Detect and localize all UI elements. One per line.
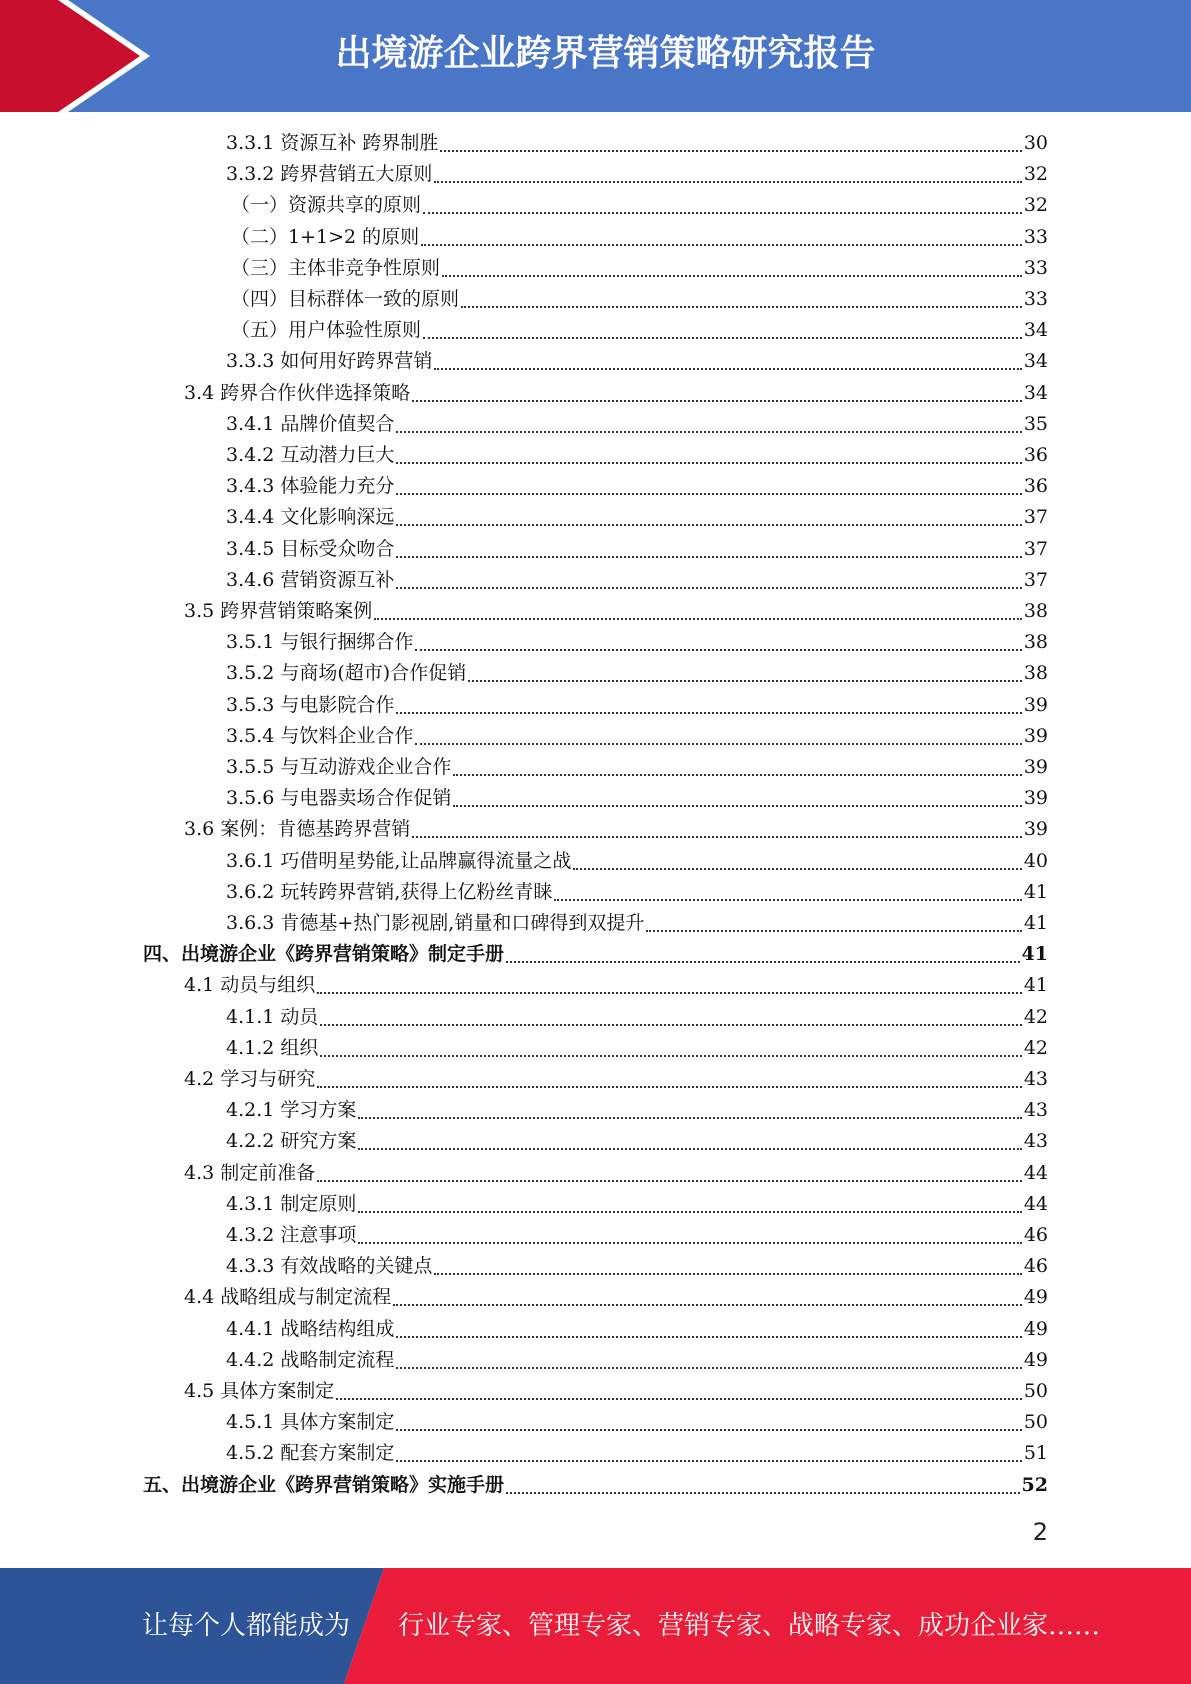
toc-entry[interactable] [184, 1376, 1048, 1407]
toc-entry[interactable] [226, 159, 1048, 190]
toc-entry[interactable] [226, 1033, 1048, 1064]
toc-dot-leader [396, 1336, 1021, 1338]
toc-dot-leader [396, 1460, 1021, 1462]
toc-entry-page: 42 [1023, 1005, 1048, 1028]
toc-dot-leader [434, 1273, 1021, 1275]
toc-dot-leader [440, 150, 1021, 152]
footer-slogan-left: 让每个人都能成为 [142, 1611, 351, 1641]
toc-entry-page: 38 [1023, 600, 1048, 622]
toc-entry-label: 3.4.4 文化影响深远 [226, 506, 395, 529]
toc-dot-leader [453, 774, 1021, 776]
toc-entry-label: 4.4 战略组成与制定流程 [184, 1286, 392, 1309]
toc-dot-leader [320, 1055, 1021, 1057]
toc-entry-page: 34 [1023, 381, 1048, 404]
toc-entry-page: 37 [1023, 537, 1048, 560]
toc-entry-page: 41 [1023, 880, 1048, 903]
toc-entry[interactable] [226, 1189, 1048, 1220]
toc-entry-label: 3.5.1 与银行捆绑合作 [226, 631, 414, 654]
page-footer [0, 1568, 1191, 1684]
toc-entry-page: 41 [1021, 943, 1048, 966]
toc-dot-leader [358, 1148, 1021, 1150]
toc-entry[interactable] [226, 1251, 1048, 1282]
toc-dot-leader [554, 899, 1021, 901]
toc-entry[interactable] [184, 970, 1048, 1001]
toc-dot-leader [336, 1398, 1022, 1400]
toc-dot-leader [468, 680, 1022, 682]
toc-entry-page: 44 [1023, 1161, 1048, 1184]
toc-dot-leader [646, 930, 1021, 932]
toc-dot-leader [317, 992, 1022, 994]
toc-dot-leader [415, 649, 1021, 651]
toc-entry-page: 43 [1023, 1099, 1048, 1122]
toc-entry-page: 39 [1023, 693, 1048, 716]
toc-entry[interactable] [226, 409, 1048, 440]
toc-entry-label: 4.1.2 组织 [226, 1036, 319, 1059]
toc-entry-label: 3.5.5 与互动游戏企业合作 [226, 756, 452, 778]
toc-entry[interactable] [226, 1407, 1048, 1438]
toc-entry-page: 41 [1023, 974, 1048, 997]
toc-entry[interactable] [184, 1064, 1048, 1095]
toc-entry-label: 3.4 跨界合作伙伴选择策略 [184, 381, 411, 404]
toc-entry[interactable] [226, 502, 1048, 533]
toc-entry-page: 42 [1023, 1036, 1048, 1059]
toc-dot-leader [442, 275, 1022, 277]
toc-dot-leader [317, 1086, 1022, 1088]
toc-entry-page: 34 [1023, 319, 1048, 342]
toc-entry-page: 37 [1023, 506, 1048, 529]
toc-entry-label: 3.3.2 跨界营销五大原则 [226, 163, 433, 186]
toc-dot-leader [396, 1367, 1021, 1369]
toc-entry-label: （四）目标群体一致的原则 [231, 288, 460, 310]
toc-entry-label: 4.3.2 注意事项 [226, 1224, 357, 1246]
toc-entry-label: （三）主体非竞争性原则 [231, 256, 441, 279]
toc-entry-page: 50 [1023, 1380, 1048, 1402]
toc-entry-label: 3.3.1 资源互补 跨界制胜 [226, 132, 439, 154]
toc-entry[interactable] [226, 346, 1048, 377]
toc-entry[interactable] [226, 471, 1048, 502]
toc-entry[interactable] [226, 721, 1048, 752]
toc-entry-label: 4.1.1 动员 [226, 1005, 319, 1028]
toc-entry-page: 33 [1023, 225, 1048, 248]
toc-entry[interactable] [226, 846, 1048, 877]
toc-entry-label: 五、出境游企业《跨界营销策略》实施手册 [143, 1473, 505, 1496]
toc-entry-label: 3.5.4 与饮料企业合作 [226, 724, 414, 747]
toc-entry-page: 39 [1023, 787, 1048, 810]
toc-entry[interactable] [226, 627, 1048, 658]
toc-entry-label: 4.3.3 有效战略的关键点 [226, 1255, 433, 1278]
toc-entry-label: 4.5 具体方案制定 [184, 1380, 335, 1402]
toc-dot-leader [453, 805, 1021, 807]
toc-entry-page: 39 [1023, 818, 1048, 841]
toc-dot-leader [506, 1492, 1020, 1494]
toc-entry-label: 3.5 跨界营销策略案例 [184, 600, 373, 622]
toc-entry[interactable] [226, 690, 1048, 721]
toc-entry-label: 4.5.1 具体方案制定 [226, 1411, 395, 1434]
toc-entry-label: （二）1+1>2 的原则 [231, 225, 420, 248]
page-header [0, 0, 1191, 112]
toc-entry[interactable] [143, 939, 1048, 970]
toc-entry[interactable] [184, 1158, 1048, 1189]
toc-entry-label: 4.2.1 学习方案 [226, 1099, 357, 1122]
toc-dot-leader [396, 431, 1021, 433]
toc-entry[interactable] [231, 253, 1048, 284]
toc-entry-label: 3.3.3 如何用好跨界营销 [226, 350, 433, 373]
toc-entry[interactable] [226, 1438, 1048, 1469]
toc-entry[interactable] [184, 596, 1048, 627]
toc-dot-leader [423, 212, 1022, 214]
toc-entry[interactable] [231, 315, 1048, 346]
toc-entry-label: 4.2.2 研究方案 [226, 1130, 357, 1153]
toc-entry[interactable] [184, 814, 1048, 845]
toc-entry-label: 3.4.6 营销资源互补 [226, 568, 395, 591]
toc-entry-page: 37 [1023, 568, 1048, 591]
toc-entry-page: 52 [1021, 1473, 1048, 1496]
toc-entry[interactable] [226, 908, 1048, 939]
toc-dot-leader [396, 1429, 1021, 1431]
toc-dot-leader [374, 618, 1022, 620]
toc-entry[interactable] [226, 1314, 1048, 1345]
toc-entry-page: 32 [1023, 194, 1048, 217]
toc-entry-label: 3.6 案例：肯德基跨界营销 [184, 818, 411, 841]
toc-entry-label: 4.1 动员与组织 [184, 974, 316, 997]
toc-dot-leader [421, 244, 1022, 246]
toc-entry-page: 49 [1023, 1286, 1048, 1309]
toc-dot-leader [358, 1242, 1021, 1244]
toc-entry-page: 33 [1023, 256, 1048, 279]
toc-entry-page: 39 [1023, 724, 1048, 747]
toc-entry-page: 32 [1023, 163, 1048, 186]
toc-entry-page: 49 [1023, 1348, 1048, 1371]
toc-dot-leader [415, 743, 1021, 745]
toc-dot-leader [461, 306, 1022, 308]
toc-entry-page: 46 [1023, 1224, 1048, 1246]
toc-dot-leader [396, 556, 1021, 558]
toc-entry-label: 3.6.1 巧借明星势能,让品牌赢得流量之战 [226, 849, 572, 872]
toc-entry[interactable] [226, 752, 1048, 783]
toc-entry-page: 30 [1023, 132, 1048, 154]
toc-dot-leader [412, 400, 1022, 402]
toc-entry-page: 33 [1023, 288, 1048, 310]
toc-entry-page: 38 [1023, 631, 1048, 654]
toc-dot-leader [358, 1117, 1021, 1119]
toc-entry-label: 3.6.3 肯德基+热门影视剧,销量和口碑得到双提升 [226, 912, 645, 934]
toc-entry-label: 4.4.1 战略结构组成 [226, 1317, 395, 1340]
toc-dot-leader [393, 1304, 1022, 1306]
toc-dot-leader [358, 1211, 1021, 1213]
toc-dot-leader [423, 337, 1022, 339]
toc-entry[interactable] [226, 565, 1048, 596]
toc-dot-leader [396, 462, 1021, 464]
toc-entry-page: 46 [1023, 1255, 1048, 1278]
header-title: 出境游企业跨界营销策略研究报告 [335, 33, 876, 74]
toc-entry-page: 41 [1023, 912, 1048, 934]
toc-dot-leader [396, 712, 1021, 714]
toc-entry[interactable] [184, 378, 1048, 409]
toc-entry-label: 3.6.2 玩转跨界营销,获得上亿粉丝青睐 [226, 880, 553, 903]
toc-entry-label: 四、出境游企业《跨界营销策略》制定手册 [143, 943, 505, 966]
toc-entry-page: 35 [1023, 412, 1048, 435]
toc-entry-page: 43 [1023, 1068, 1048, 1090]
toc-entry[interactable] [226, 1126, 1048, 1157]
toc-entry[interactable] [226, 440, 1048, 471]
toc-entry-page: 34 [1023, 350, 1048, 373]
toc-entry-label: 4.3 制定前准备 [184, 1161, 316, 1184]
toc-dot-leader [320, 1024, 1021, 1026]
toc-entry-label: （一）资源共享的原则 [231, 194, 422, 217]
toc-entry-label: 3.5.2 与商场(超市)合作促销 [226, 662, 467, 685]
toc-entry-label: 3.5.3 与电影院合作 [226, 693, 395, 716]
toc-entry-page: 44 [1023, 1192, 1048, 1215]
toc-entry-label: （五）用户体验性原则 [231, 319, 422, 342]
toc-entry[interactable] [226, 534, 1048, 565]
page-number: 2 [1032, 1518, 1048, 1546]
toc-entry-page: 36 [1023, 475, 1048, 498]
toc-entry-page: 51 [1023, 1442, 1048, 1465]
toc-dot-leader [573, 868, 1021, 870]
toc-dot-leader [506, 961, 1020, 963]
toc-entry-page: 38 [1023, 662, 1048, 685]
toc-entry-page: 43 [1023, 1130, 1048, 1153]
toc-entry-label: 3.4.5 目标受众吻合 [226, 537, 395, 560]
toc-dot-leader [434, 181, 1021, 183]
toc-entry[interactable] [231, 190, 1048, 221]
toc-entry-label: 3.4.1 品牌价值契合 [226, 412, 395, 435]
toc-entry-page: 40 [1023, 849, 1048, 872]
toc-entry[interactable] [226, 1220, 1048, 1251]
toc-dot-leader [317, 1180, 1022, 1182]
toc-entry[interactable] [226, 783, 1048, 814]
toc-entry-label: 4.4.2 战略制定流程 [226, 1348, 395, 1371]
toc-entry-page: 39 [1023, 756, 1048, 778]
toc-entry[interactable] [226, 658, 1048, 689]
toc-entry[interactable] [226, 128, 1048, 159]
toc-entry-page: 49 [1023, 1317, 1048, 1340]
toc-entry[interactable] [184, 1282, 1048, 1313]
toc-entry[interactable] [226, 877, 1048, 908]
toc-entry[interactable] [226, 1002, 1048, 1033]
toc-dot-leader [396, 524, 1021, 526]
toc-entry-label: 3.4.3 体验能力充分 [226, 475, 395, 498]
toc-entry[interactable] [226, 1095, 1048, 1126]
toc-entry[interactable] [226, 1345, 1048, 1376]
toc-entry[interactable] [231, 284, 1048, 315]
toc-dot-leader [434, 368, 1021, 370]
footer-slogan-right: 行业专家、管理专家、营销专家、战略专家、成功企业家…… [398, 1611, 1101, 1641]
toc-entry-label: 4.5.2 配套方案制定 [226, 1442, 395, 1465]
toc-entry-label: 4.3.1 制定原则 [226, 1192, 357, 1215]
toc-entry[interactable] [143, 1470, 1048, 1501]
toc-entry-label: 4.2 学习与研究 [184, 1068, 316, 1090]
toc-dot-leader [396, 587, 1021, 589]
toc-dot-leader [412, 836, 1022, 838]
toc-dot-leader [396, 493, 1021, 495]
toc-entry-label: 3.5.6 与电器卖场合作促销 [226, 787, 452, 810]
toc-entry-page: 36 [1023, 444, 1048, 466]
toc-entry-label: 3.4.2 互动潜力巨大 [226, 444, 395, 466]
toc-entry-page: 50 [1023, 1411, 1048, 1434]
toc-entry[interactable] [231, 222, 1048, 253]
